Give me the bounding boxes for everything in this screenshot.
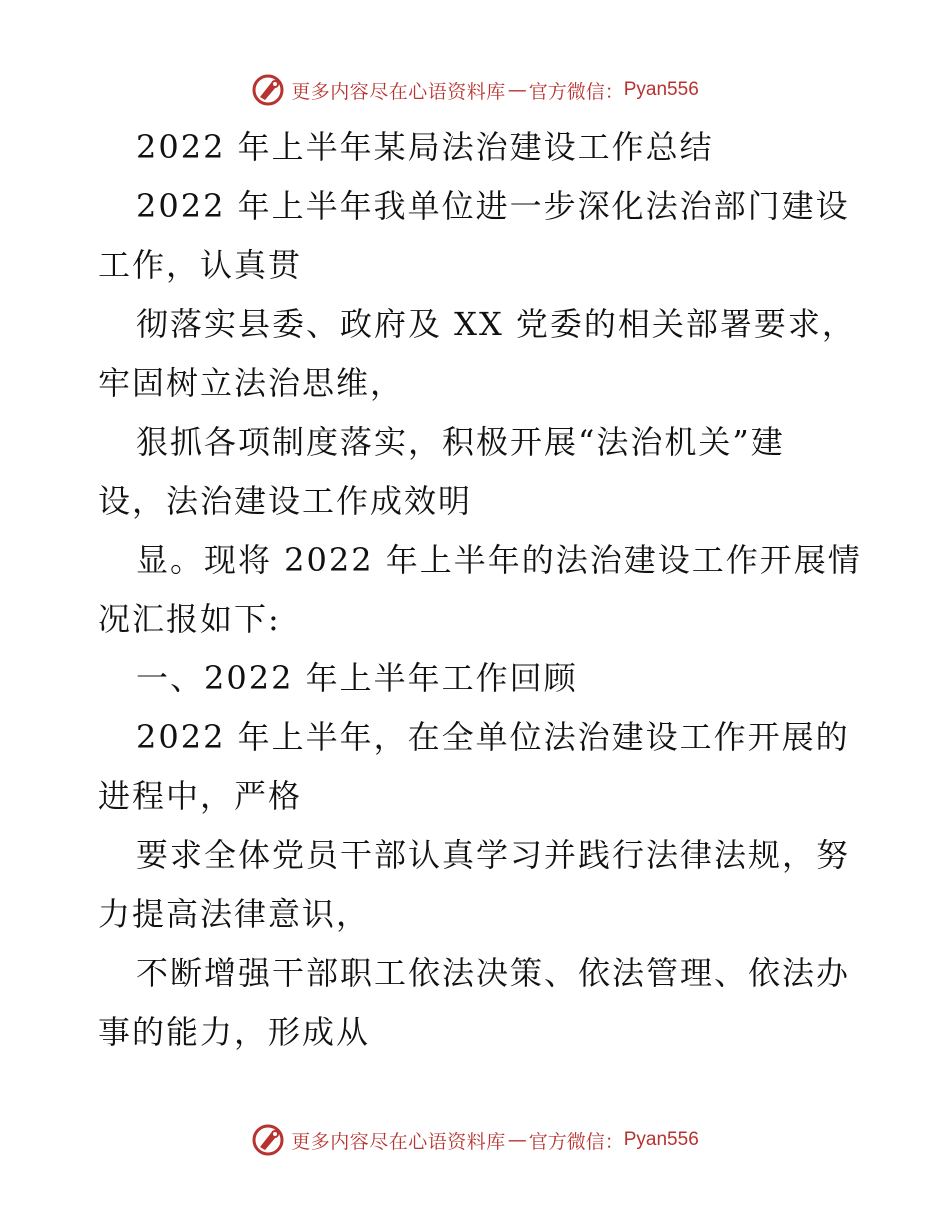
paragraph-line: 进程中，严格 — [98, 777, 303, 815]
banner-wechat-id: Pyan556 — [623, 79, 699, 100]
header-watermark-banner — [0, 70, 950, 110]
footer-watermark-banner — [0, 1120, 950, 1160]
paragraph-line: 牢固树立法治思维， — [98, 364, 405, 402]
paragraph-line: 要求全体党员干部认真学习并践行法律法规，努 — [136, 836, 851, 874]
paragraph-line: 2022 年上半年，在全单位法治建设工作开展的 — [136, 718, 850, 756]
banner-text: 更多内容尽在心语资料库 — [291, 1130, 506, 1153]
paragraph-line: 况汇报如下: — [98, 600, 281, 638]
banner-wechat-id: Pyan556 — [623, 1129, 699, 1150]
document-title: 2022 年上半年某局法治建设工作总结 — [136, 128, 714, 166]
paragraph-line: 不断增强干部职工依法决策、依法管理、依法办 — [136, 954, 851, 992]
paragraph-line: 设，法治建设工作成效明 — [98, 482, 473, 520]
banner-separator: — — [507, 1129, 527, 1151]
paragraph-line: 2022 年上半年我单位进一步深化法治部门建设 — [136, 187, 850, 225]
banner-wechat-label: 官方微信： — [528, 1130, 624, 1153]
brand-logo-icon — [251, 1123, 285, 1157]
banner-text: 更多内容尽在心语资料库 — [291, 80, 506, 103]
section-heading: 一、2022 年上半年工作回顾 — [136, 659, 578, 697]
paragraph-line: 工作，认真贯 — [98, 246, 303, 284]
banner-separator: — — [507, 79, 527, 101]
brand-logo-icon — [251, 73, 285, 107]
paragraph-line: 彻落实县委、政府及 XX 党委的相关部署要求， — [136, 305, 856, 343]
paragraph-line: 狠抓各项制度落实，积极开展“法治机关”建 — [136, 423, 785, 461]
paragraph-line: 力提高法律意识， — [98, 895, 371, 933]
document-body — [98, 118, 862, 1062]
paragraph-line: 显。现将 2022 年上半年的法治建设工作开展情 — [136, 541, 862, 579]
banner-wechat-label: 官方微信： — [528, 80, 624, 103]
paragraph-line: 事的能力，形成从 — [98, 1013, 371, 1051]
